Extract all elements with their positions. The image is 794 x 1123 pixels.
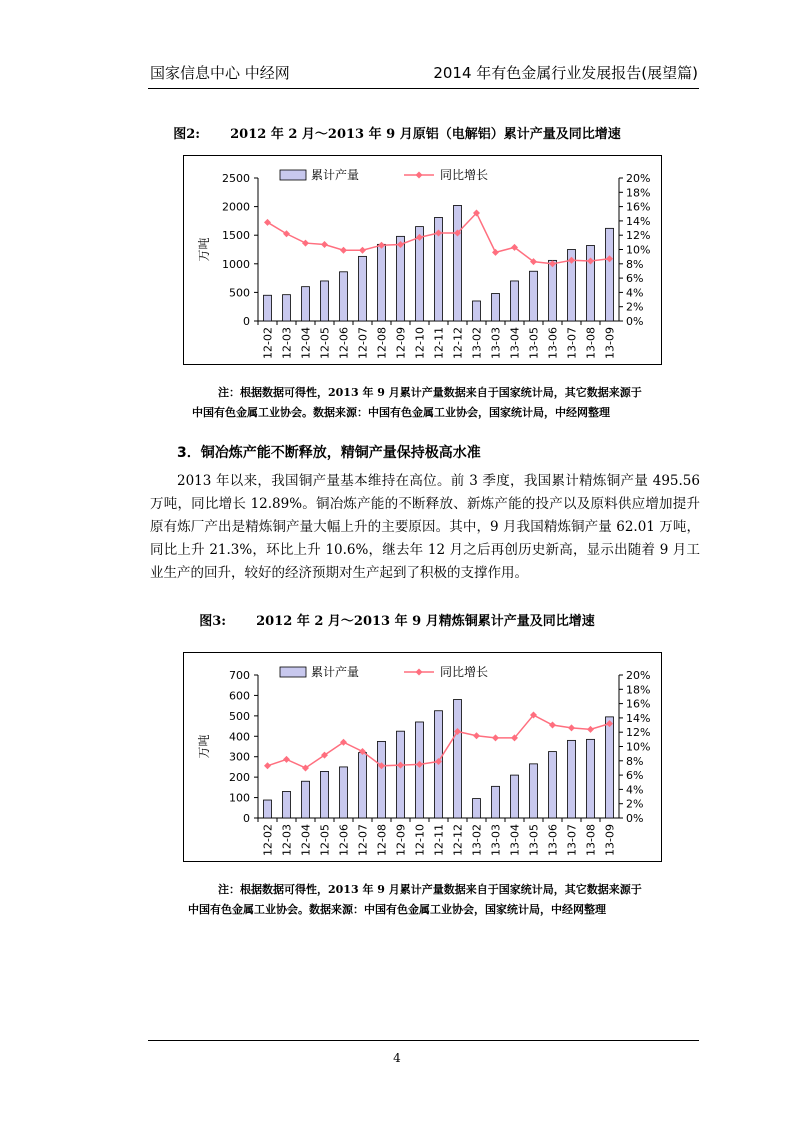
y-tick-label: 1500 [222, 229, 250, 243]
growth-point-13-03 [492, 249, 499, 256]
bar-13-05 [530, 764, 538, 818]
bar-12-12 [454, 205, 462, 321]
growth-point-12-02 [264, 219, 271, 226]
bar-12-06 [340, 272, 348, 321]
y2-tick-label: 2% [626, 797, 644, 811]
y2-tick-label: 20% [626, 669, 651, 682]
x-tick-label: 13-02 [470, 824, 484, 856]
y2-tick-label: 4% [626, 783, 644, 797]
legend-line-label: 同比增长 [440, 665, 489, 679]
x-tick-label: 13-08 [584, 824, 598, 856]
y2-tick-label: 4% [626, 286, 644, 300]
x-tick-label: 12-04 [299, 327, 313, 359]
y-tick-label: 0 [243, 315, 250, 328]
y-tick-label: 100 [229, 791, 250, 805]
legend-bar-label: 累计产量 [311, 665, 360, 679]
x-tick-label: 13-06 [546, 824, 560, 856]
figure2-title [0, 123, 794, 142]
y-tick-label: 700 [229, 669, 250, 682]
bar-13-04 [511, 281, 519, 321]
y2-tick-label: 16% [626, 200, 651, 214]
y2-tick-label: 18% [626, 186, 651, 200]
bar-13-06 [549, 752, 557, 818]
x-tick-label: 12-09 [394, 327, 408, 359]
bar-13-04 [511, 775, 519, 818]
x-tick-label: 13-04 [508, 327, 522, 359]
y-tick-label: 2000 [222, 200, 250, 214]
y2-tick-label: 8% [626, 257, 644, 271]
x-tick-label: 13-09 [603, 824, 617, 856]
figure3-note-line1: 注：根据数据可得性，2013 年 9 月累计产量数据来自于国家统计局，其它数据来源于 [218, 883, 642, 896]
x-tick-label: 13-03 [489, 327, 503, 359]
y-axis-label: 万吨 [197, 237, 211, 262]
bar-13-07 [568, 740, 576, 818]
growth-point-12-03 [283, 230, 290, 237]
y2-tick-label: 10% [626, 740, 651, 754]
page-number: 4 [393, 1051, 401, 1065]
y-axis-label: 万吨 [197, 734, 211, 759]
legend-line-label: 同比增长 [440, 168, 489, 182]
header-right: 2014 年有色金属行业发展报告(展望篇) [433, 64, 698, 82]
bar-12-02 [264, 800, 272, 818]
bar-13-09 [606, 228, 614, 321]
y-tick-label: 300 [229, 750, 250, 764]
y2-tick-label: 10% [626, 243, 651, 257]
growth-point-13-07 [568, 724, 575, 731]
bar-13-09 [606, 717, 614, 818]
y-tick-label: 500 [229, 286, 250, 300]
y2-tick-label: 20% [626, 172, 651, 185]
growth-point-12-06 [340, 247, 347, 254]
x-tick-label: 12-07 [356, 824, 370, 856]
growth-point-12-02 [264, 762, 271, 769]
figure3-chart [183, 652, 662, 862]
x-tick-label: 12-07 [356, 327, 370, 359]
bar-12-03 [283, 791, 291, 818]
growth-point-13-03 [492, 734, 499, 741]
x-tick-label: 13-05 [527, 327, 541, 359]
y-tick-label: 0 [243, 812, 250, 825]
y2-tick-label: 12% [626, 229, 651, 243]
bar-12-12 [454, 700, 462, 818]
growth-point-12-04 [302, 240, 309, 247]
bar-12-09 [397, 731, 405, 818]
x-tick-label: 12-12 [451, 824, 465, 856]
bar-12-06 [340, 767, 348, 818]
section-paragraph-block [150, 470, 700, 585]
y2-tick-label: 18% [626, 683, 651, 697]
legend-line-marker [416, 172, 423, 179]
x-tick-label: 13-06 [546, 327, 560, 359]
x-tick-label: 12-11 [432, 824, 446, 856]
growth-point-12-07 [359, 247, 366, 254]
x-tick-label: 12-06 [337, 327, 351, 359]
legend-bar-swatch [280, 667, 306, 677]
bar-13-02 [473, 799, 481, 818]
x-tick-label: 12-12 [451, 327, 465, 359]
header-rule [148, 88, 699, 89]
figure3-chart-svg [184, 653, 661, 861]
x-tick-label: 13-05 [527, 824, 541, 856]
figure2-chart [183, 155, 662, 365]
figure2-label: 图2: [173, 127, 201, 142]
y2-tick-label: 14% [626, 214, 651, 228]
bar-13-08 [587, 739, 595, 818]
bar-13-05 [530, 271, 538, 321]
y2-tick-label: 14% [626, 711, 651, 725]
growth-point-12-03 [283, 756, 290, 763]
x-tick-label: 12-03 [280, 824, 294, 856]
legend-bar-label: 累计产量 [311, 168, 360, 182]
bar-12-09 [397, 236, 405, 321]
bar-12-07 [359, 256, 367, 321]
y2-tick-label: 8% [626, 754, 644, 768]
y-tick-label: 600 [229, 689, 250, 703]
y2-tick-label: 6% [626, 769, 644, 783]
x-tick-label: 12-11 [432, 327, 446, 359]
x-tick-label: 12-08 [375, 327, 389, 359]
header-left: 国家信息中心 中经网 [150, 64, 290, 82]
bar-12-04 [302, 287, 310, 321]
x-tick-label: 13-07 [565, 327, 579, 359]
y2-tick-label: 16% [626, 697, 651, 711]
bar-12-03 [283, 295, 291, 321]
growth-point-13-08 [587, 726, 594, 733]
bar-13-03 [492, 294, 500, 321]
growth-point-13-06 [549, 722, 556, 729]
bar-12-08 [378, 741, 386, 818]
section-paragraph: 2013 年以来，我国铜产量基本维持在高位。前 3 季度，我国累计精炼铜产量 495.56 万吨，同比增长 12.89%。铜冶炼产能的不断释放、新炼产能的投产以及原料供应增加提升原有炼厂产出是精炼铜产量大幅上升的主要原因。其中，9 月我国精炼铜产量 62.01 万吨，同比上升 21.3%，环比上升 10.6%，继去年 12 月之后再创历史新高，显示出随着 9 月工业生产的回升，较好的经济预期对生产起到了积极的支撑作用。 [150, 473, 700, 581]
figure2-note-line1: 注：根据数据可得性，2013 年 9 月累计产量数据来自于国家统计局，其它数据来源于 [218, 386, 642, 399]
x-tick-label: 13-07 [565, 824, 579, 856]
footer-rule [148, 1040, 699, 1041]
x-tick-label: 12-10 [413, 824, 427, 856]
x-tick-label: 12-03 [280, 327, 294, 359]
section-heading: 3．铜冶炼产能不断释放，精铜产量保持极高水准 [177, 445, 481, 461]
x-tick-label: 12-02 [261, 327, 275, 359]
x-tick-label: 13-03 [489, 824, 503, 856]
x-tick-label: 12-08 [375, 824, 389, 856]
growth-point-13-02 [473, 732, 480, 739]
y2-tick-label: 0% [626, 315, 644, 328]
x-tick-label: 12-02 [261, 824, 275, 856]
y-tick-label: 2500 [222, 172, 250, 185]
figure3-note-line2: 中国有色金属工业协会。数据来源：中国有色金属工业协会，国家统计局，中经网整理 [188, 903, 606, 916]
bar-12-05 [321, 771, 329, 818]
y2-tick-label: 6% [626, 272, 644, 286]
bar-12-10 [416, 722, 424, 818]
bar-12-05 [321, 281, 329, 321]
x-tick-label: 13-08 [584, 327, 598, 359]
bar-12-04 [302, 781, 310, 818]
figure2-chart-svg [184, 156, 661, 364]
legend-line-marker [416, 669, 423, 676]
y-tick-label: 1000 [222, 257, 250, 271]
y-tick-label: 500 [229, 709, 250, 723]
x-tick-label: 13-09 [603, 327, 617, 359]
x-tick-label: 12-10 [413, 327, 427, 359]
x-tick-label: 12-05 [318, 824, 332, 856]
bar-13-06 [549, 260, 557, 321]
x-tick-label: 13-04 [508, 824, 522, 856]
figure2-note-line2: 中国有色金属工业协会。数据来源：中国有色金属工业协会，国家统计局，中经网整理 [192, 406, 610, 419]
legend-bar-swatch [280, 170, 306, 180]
bar-13-03 [492, 786, 500, 818]
bar-13-02 [473, 301, 481, 321]
figure3-title-text: 2012 年 2 月～2013 年 9 月精炼铜累计产量及同比增速 [256, 614, 595, 629]
y2-tick-label: 2% [626, 300, 644, 314]
y2-tick-label: 12% [626, 726, 651, 740]
x-tick-label: 13-02 [470, 327, 484, 359]
x-tick-label: 12-05 [318, 327, 332, 359]
figure2-title-text: 2012 年 2 月～2013 年 9 月原铝（电解铝）累计产量及同比增速 [230, 127, 621, 142]
bar-12-08 [378, 244, 386, 321]
y2-tick-label: 0% [626, 812, 644, 825]
bar-12-02 [264, 295, 272, 321]
figure3-title [0, 610, 794, 629]
y-tick-label: 200 [229, 771, 250, 785]
x-tick-label: 12-04 [299, 824, 313, 856]
y-tick-label: 400 [229, 730, 250, 744]
figure3-label: 图3: [199, 614, 227, 629]
bar-13-08 [587, 245, 595, 321]
x-tick-label: 12-09 [394, 824, 408, 856]
x-tick-label: 12-06 [337, 824, 351, 856]
bar-12-07 [359, 753, 367, 818]
growth-point-12-05 [321, 241, 328, 248]
